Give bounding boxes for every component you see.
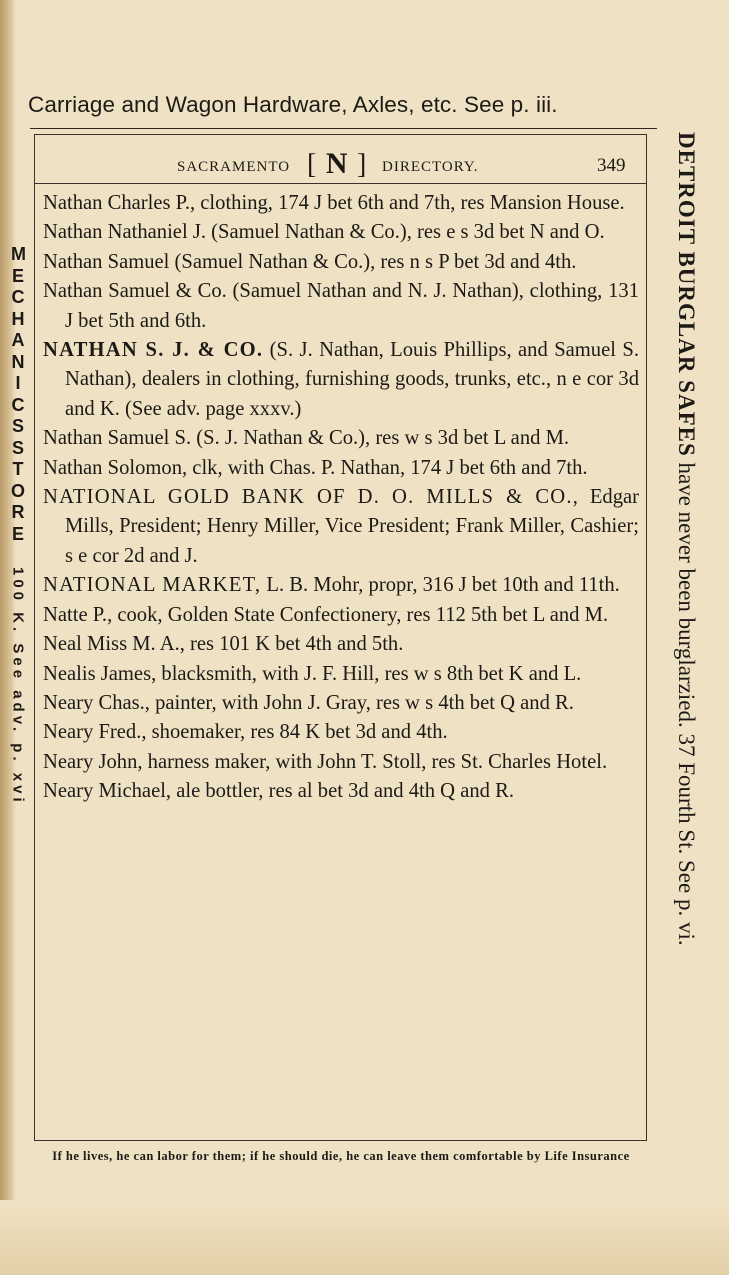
directory-entry: Nathan Samuel & Co. (Samuel Nathan and N. J. Nathan), clothing, 131 J bet 5th and 6th. [43,280,639,332]
left-margin-advertisement [8,244,28,1044]
directory-entry: NATIONAL GOLD BANK OF D. O. MILLS & CO., Edgar Mills, President; Henry Miller, Vice President; Frank Miller, Cashier; s e cor 2d and J. [43,486,639,567]
directory-entry: NATHAN S. J. & CO. (S. J. Nathan, Louis Phillips, and Samuel S. Nathan), dealers in clothing, furnishing goods, trunks, etc., n e cor 3d and K. (See adv. page xxxv.) [43,339,639,420]
directory-entry: NATIONAL MARKET, L. B. Mohr, propr, 316 J bet 10th and 11th. [43,574,620,597]
directory-entries [43,189,639,807]
directory-entry: Neary Chas., painter, with John J. Gray, res w s 4th bet Q and R. [43,691,574,714]
header-letter: [ N ] [307,147,368,180]
right-margin-brand: DETROIT BURGLAR SAFES [674,132,699,457]
directory-entry: Natte P., cook, Golden State Confectionery, res 112 5th bet L and M. [43,603,609,626]
page-bottom-shade [0,1200,729,1275]
directory-entry: Neal Miss M. A., res 101 K bet 4th and 5th. [43,633,404,656]
left-margin-address: 100 K. See adv. p. xvi [9,567,27,806]
right-margin-advertisement [664,132,704,1152]
directory-entry: Nathan Solomon, clk, with Chas. P. Nathan, 174 J bet 6th and 7th. [43,456,588,479]
page-header [35,147,646,180]
header-directory: DIRECTORY. [382,159,479,175]
directory-entry: Neary Michael, ale bottler, res al bet 3d and 4th Q and R. [43,780,514,803]
right-margin-text: have never been burglarzied. 37 Fourth St. See p. vi. [674,456,699,946]
directory-entry: Nathan Samuel S. (S. J. Nathan & Co.), res w s 3d bet L and M. [43,427,570,450]
directory-page-frame [34,134,647,1141]
top-rule [30,128,657,129]
top-advertisement-banner: Carriage and Wagon Hardware, Axles, etc. See p. iii. [28,92,558,117]
directory-entry: Nathan Samuel (Samuel Nathan & Co.), res n s P bet 3d and 4th. [43,250,577,273]
directory-entry: Nathan Nathaniel J. (Samuel Nathan & Co.), res e s 3d bet N and O. [43,221,605,244]
directory-entry: Neary Fred., shoemaker, res 84 K bet 3d and 4th. [43,721,448,744]
bottom-insurance-note: If he lives, he can labor for them; if he should die, he can leave them comfortable by Life Insurance [52,1149,630,1163]
header-city: SACRAMENTO [177,159,291,175]
header-rule [35,183,646,184]
page-number: 349 [597,155,626,176]
directory-entry: Nealis James, blacksmith, with J. F. Hill, res w s 8th bet K and L. [43,662,582,685]
directory-entry: Nathan Charles P., clothing, 174 J bet 6th and 7th, res Mansion House. [43,192,625,214]
left-margin-store-name: MECHANICS STORE [11,244,26,544]
directory-entry: Neary John, harness maker, with John T. Stoll, res St. Charles Hotel. [43,750,608,773]
